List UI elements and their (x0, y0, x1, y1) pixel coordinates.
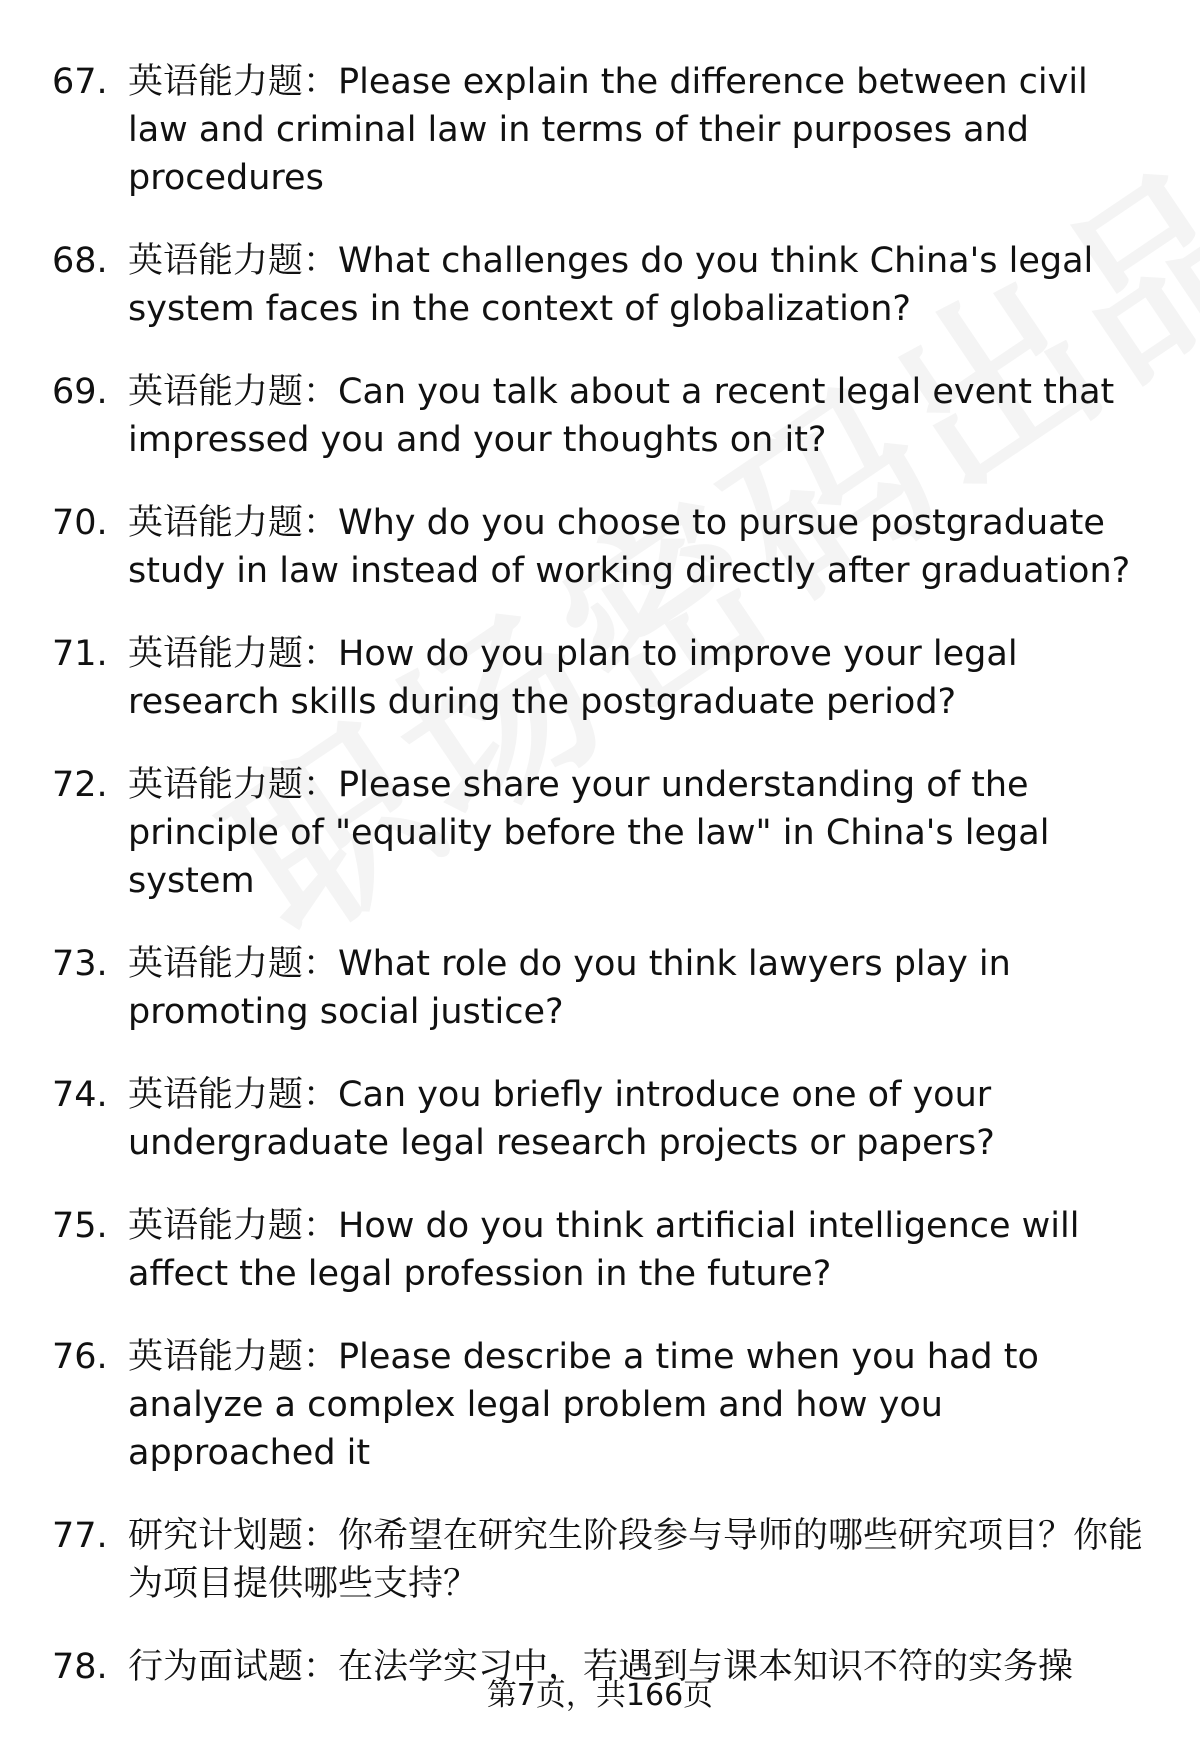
question-category: 英语能力题： (128, 634, 339, 674)
question-text: Can you talk about a recent legal event that impressed you and your thoughts on it? (128, 372, 1115, 460)
question-number: 69. (52, 372, 108, 412)
question-number: 78. (52, 1647, 108, 1687)
question-category: 英语能力题： (128, 944, 339, 984)
question-category: 英语能力题： (128, 1337, 339, 1377)
question-category: 研究计划题： (128, 1516, 339, 1556)
question-number: 73. (52, 944, 108, 984)
question-item (0, 1333, 1200, 1477)
question-text: Why do you choose to pursue postgraduate study in law instead of working directly after graduation? (128, 503, 1131, 591)
question-category: 英语能力题： (128, 503, 339, 543)
question-item (0, 1512, 1200, 1608)
question-item (0, 761, 1200, 905)
question-item (0, 630, 1200, 726)
question-number: 74. (52, 1075, 108, 1115)
question-category: 英语能力题： (128, 1206, 339, 1246)
question-number: 71. (52, 634, 108, 674)
question-text: 你希望在研究生阶段参与导师的哪些研究项目？你能为项目提供哪些支持？ (128, 1516, 1144, 1604)
question-number: 68. (52, 241, 108, 281)
question-category: 行为面试题： (128, 1647, 339, 1687)
question-text: What role do you think lawyers play in promoting social justice? (128, 944, 1011, 1032)
question-text: What challenges do you think China's legal system faces in the context of globalization? (128, 241, 1094, 329)
question-text: Please explain the difference between civil law and criminal law in terms of their purposes and procedures (128, 62, 1088, 198)
question-text: Please share your understanding of the principle of "equality before the law" in China's legal system (128, 765, 1050, 901)
question-number: 77. (52, 1516, 108, 1556)
question-item (0, 58, 1200, 202)
question-number: 70. (52, 503, 108, 543)
question-category: 英语能力题： (128, 62, 339, 102)
question-item (0, 499, 1200, 595)
question-text: How do you plan to improve your legal research skills during the postgraduate period? (128, 634, 1018, 722)
question-text: How do you think artificial intelligence will affect the legal profession in the future? (128, 1206, 1080, 1294)
question-number: 67. (52, 62, 108, 102)
question-list (0, 58, 1200, 1726)
page-number-footer: 第7页，共166页 (486, 1678, 714, 1713)
question-category: 英语能力题： (128, 241, 339, 281)
question-item (0, 1202, 1200, 1298)
question-category: 英语能力题： (128, 372, 339, 412)
question-text: 在法学实习中，若遇到与课本知识不符的实务操 (338, 1647, 1074, 1687)
question-item (0, 940, 1200, 1036)
question-number: 72. (52, 765, 108, 805)
question-text: Can you briefly introduce one of your undergraduate legal research projects or papers? (128, 1075, 995, 1163)
question-item (0, 237, 1200, 333)
question-number: 76. (52, 1337, 108, 1377)
question-category: 英语能力题： (128, 765, 339, 805)
question-category: 英语能力题： (128, 1075, 339, 1115)
question-item (0, 368, 1200, 464)
question-number: 75. (52, 1206, 108, 1246)
question-item (0, 1071, 1200, 1167)
question-text: Please describe a time when you had to analyze a complex legal problem and how you approached it (128, 1337, 1039, 1473)
